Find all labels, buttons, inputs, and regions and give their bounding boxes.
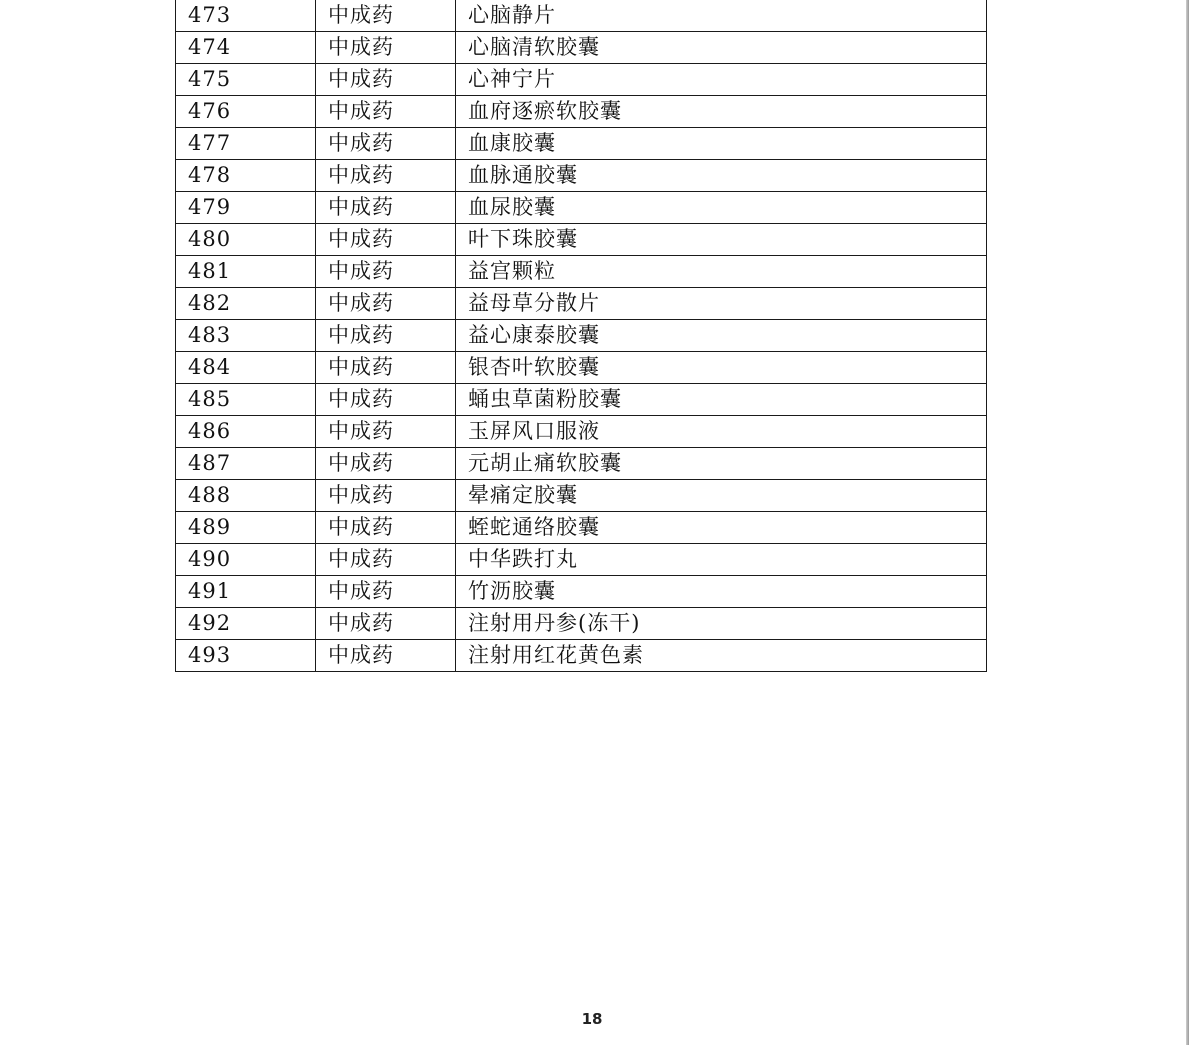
drug-name-cell: 益心康泰胶囊 — [456, 320, 987, 352]
row-number-cell: 479 — [176, 192, 316, 224]
row-number-cell: 486 — [176, 416, 316, 448]
row-number-cell: 492 — [176, 608, 316, 640]
row-number-cell: 485 — [176, 384, 316, 416]
table-row — [176, 64, 987, 96]
table-row — [176, 640, 987, 672]
category-cell: 中成药 — [316, 512, 456, 544]
drug-name-cell: 心神宁片 — [456, 64, 987, 96]
category-cell: 中成药 — [316, 192, 456, 224]
drug-name-cell: 心脑清软胶囊 — [456, 32, 987, 64]
drug-name-cell: 心脑静片 — [456, 0, 987, 32]
row-number-cell: 487 — [176, 448, 316, 480]
table-row — [176, 256, 987, 288]
row-number-cell: 490 — [176, 544, 316, 576]
table-row — [176, 128, 987, 160]
table-row — [176, 416, 987, 448]
category-cell: 中成药 — [316, 160, 456, 192]
category-cell: 中成药 — [316, 320, 456, 352]
category-cell: 中成药 — [316, 384, 456, 416]
table-row — [176, 608, 987, 640]
category-cell: 中成药 — [316, 0, 456, 32]
drug-name-cell: 玉屏风口服液 — [456, 416, 987, 448]
row-number-cell: 491 — [176, 576, 316, 608]
category-cell: 中成药 — [316, 64, 456, 96]
drug-name-cell: 中华跌打丸 — [456, 544, 987, 576]
category-cell: 中成药 — [316, 416, 456, 448]
category-cell: 中成药 — [316, 576, 456, 608]
category-cell: 中成药 — [316, 480, 456, 512]
category-cell: 中成药 — [316, 544, 456, 576]
category-cell: 中成药 — [316, 32, 456, 64]
table-row — [176, 96, 987, 128]
category-cell: 中成药 — [316, 448, 456, 480]
row-number-cell: 489 — [176, 512, 316, 544]
row-number-cell: 493 — [176, 640, 316, 672]
table-row — [176, 576, 987, 608]
category-cell: 中成药 — [316, 640, 456, 672]
category-cell: 中成药 — [316, 288, 456, 320]
table-row — [176, 0, 987, 32]
drug-name-cell: 注射用红花黄色素 — [456, 640, 987, 672]
category-cell: 中成药 — [316, 96, 456, 128]
table-row — [176, 320, 987, 352]
row-number-cell: 478 — [176, 160, 316, 192]
row-number-cell: 488 — [176, 480, 316, 512]
drug-name-cell: 蛹虫草菌粉胶囊 — [456, 384, 987, 416]
table-row — [176, 448, 987, 480]
drug-name-cell: 竹沥胶囊 — [456, 576, 987, 608]
table-row — [176, 160, 987, 192]
drug-name-cell: 银杏叶软胶囊 — [456, 352, 987, 384]
row-number-cell: 477 — [176, 128, 316, 160]
drug-name-cell: 注射用丹参(冻干) — [456, 608, 987, 640]
table-row — [176, 544, 987, 576]
row-number-cell: 476 — [176, 96, 316, 128]
drug-list-body — [176, 0, 987, 672]
drug-name-cell: 血府逐瘀软胶囊 — [456, 96, 987, 128]
row-number-cell: 483 — [176, 320, 316, 352]
table-row — [176, 512, 987, 544]
drug-list-table — [175, 0, 987, 672]
drug-name-cell: 蛭蛇通络胶囊 — [456, 512, 987, 544]
table-row — [176, 352, 987, 384]
row-number-cell: 482 — [176, 288, 316, 320]
category-cell: 中成药 — [316, 128, 456, 160]
drug-name-cell: 益宫颗粒 — [456, 256, 987, 288]
row-number-cell: 475 — [176, 64, 316, 96]
drug-name-cell: 血尿胶囊 — [456, 192, 987, 224]
table-row — [176, 288, 987, 320]
category-cell: 中成药 — [316, 224, 456, 256]
drug-name-cell: 晕痛定胶囊 — [456, 480, 987, 512]
table-row — [176, 32, 987, 64]
category-cell: 中成药 — [316, 352, 456, 384]
row-number-cell: 473 — [176, 0, 316, 32]
row-number-cell: 484 — [176, 352, 316, 384]
table-row — [176, 224, 987, 256]
drug-name-cell: 血脉通胶囊 — [456, 160, 987, 192]
drug-name-cell: 元胡止痛软胶囊 — [456, 448, 987, 480]
category-cell: 中成药 — [316, 256, 456, 288]
table-row — [176, 480, 987, 512]
row-number-cell: 480 — [176, 224, 316, 256]
table-row — [176, 192, 987, 224]
category-cell: 中成药 — [316, 608, 456, 640]
page-number: 18 — [581, 1010, 603, 1028]
drug-name-cell: 血康胶囊 — [456, 128, 987, 160]
drug-name-cell: 益母草分散片 — [456, 288, 987, 320]
table-row — [176, 384, 987, 416]
drug-name-cell: 叶下珠胶囊 — [456, 224, 987, 256]
row-number-cell: 481 — [176, 256, 316, 288]
row-number-cell: 474 — [176, 32, 316, 64]
